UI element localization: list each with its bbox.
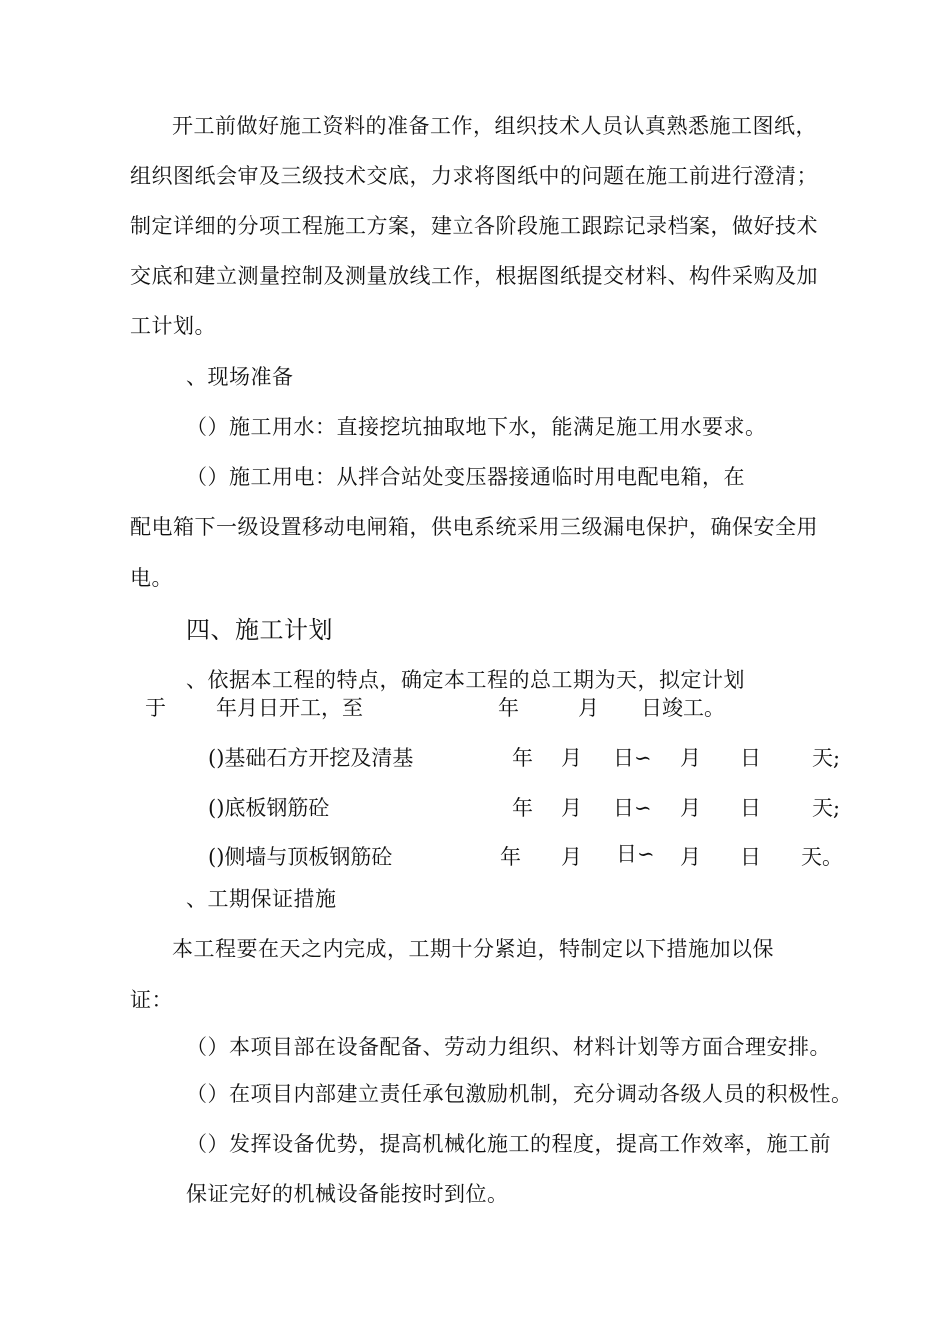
schedule-day: 日∽ [613,796,652,820]
schedule-day: 日∽ [613,746,652,770]
guarantee-intro-line1: 本工程要在天之内完成，工期十分紧迫，特制定以下措施加以保 [172,937,774,961]
measure-item-continued: 保证完好的机械设备能按时到位。 [186,1182,509,1206]
plan-intro-month: 月 [578,696,599,720]
schedule-task: ()侧墙与顶板钢筋砼 [208,845,393,869]
para1-line4: 交底和建立测量控制及测量放线工作，根据图纸提交材料、构件采购及加 [130,264,818,288]
para1-line2: 组织图纸会审及三级技术交底，力求将图纸中的问题在施工前进行澄清； [130,164,818,188]
para1-line5: 工计划。 [130,314,216,338]
power-line1: （）施工用电：从拌合站处变压器接通临时用电配电箱，在 [186,465,745,489]
schedule-month2: 月 [680,845,701,869]
plan-intro-yu: 于 [145,696,166,720]
power-line2: 配电箱下一级设置移动电闸箱，供电系统采用三级漏电保护，确保安全用 [130,515,818,539]
schedule-day2: 日 [740,746,761,770]
schedule-year: 年 [512,796,533,820]
section-four-heading: 四、施工计划 [186,616,333,644]
measure-item: （）发挥设备优势，提高机械化施工的程度，提高工作效率，施工前 [186,1132,831,1156]
para1-line3: 制定详细的分项工程施工方案，建立各阶段施工跟踪记录档案，做好技术 [130,214,818,238]
schedule-day: 日∽ [616,842,655,866]
schedule-days: 天; [812,796,841,820]
schedule-task: ()基础石方开挖及清基 [208,746,414,770]
measure-item: （）在项目内部建立责任承包激励机制，充分调动各级人员的积极性。 [186,1082,853,1106]
schedule-month: 月 [561,845,582,869]
schedule-day2: 日 [740,796,761,820]
para1-line1: 开工前做好施工资料的准备工作，组织技术人员认真熟悉施工图纸， [172,114,817,138]
guarantee-heading: 、工期保证措施 [186,887,337,911]
schedule-task: ()底板钢筋砼 [208,796,330,820]
schedule-days: 天; [812,746,841,770]
plan-intro-start: 年月日开工，至 [216,696,363,720]
schedule-year: 年 [500,845,521,869]
schedule-month: 月 [561,746,582,770]
water-supply: （）施工用水：直接挖坑抽取地下水，能满足施工用水要求。 [186,415,767,439]
site-prep-heading: 、现场准备 [186,365,294,389]
schedule-month2: 月 [680,746,701,770]
plan-intro-end: 日竣工。 [641,696,725,720]
schedule-month2: 月 [680,796,701,820]
schedule-days: 天。 [801,845,843,869]
plan-intro-line1: 、依据本工程的特点，确定本工程的总工期为天，拟定计划 [186,668,745,692]
schedule-year: 年 [512,746,533,770]
plan-intro-year: 年 [498,696,519,720]
measure-item: （）本项目部在设备配备、劳动力组织、材料计划等方面合理安排。 [186,1035,831,1059]
guarantee-intro-line2: 证： [130,988,173,1012]
schedule-day2: 日 [740,845,761,869]
schedule-month: 月 [561,796,582,820]
power-line3: 电。 [130,566,173,590]
